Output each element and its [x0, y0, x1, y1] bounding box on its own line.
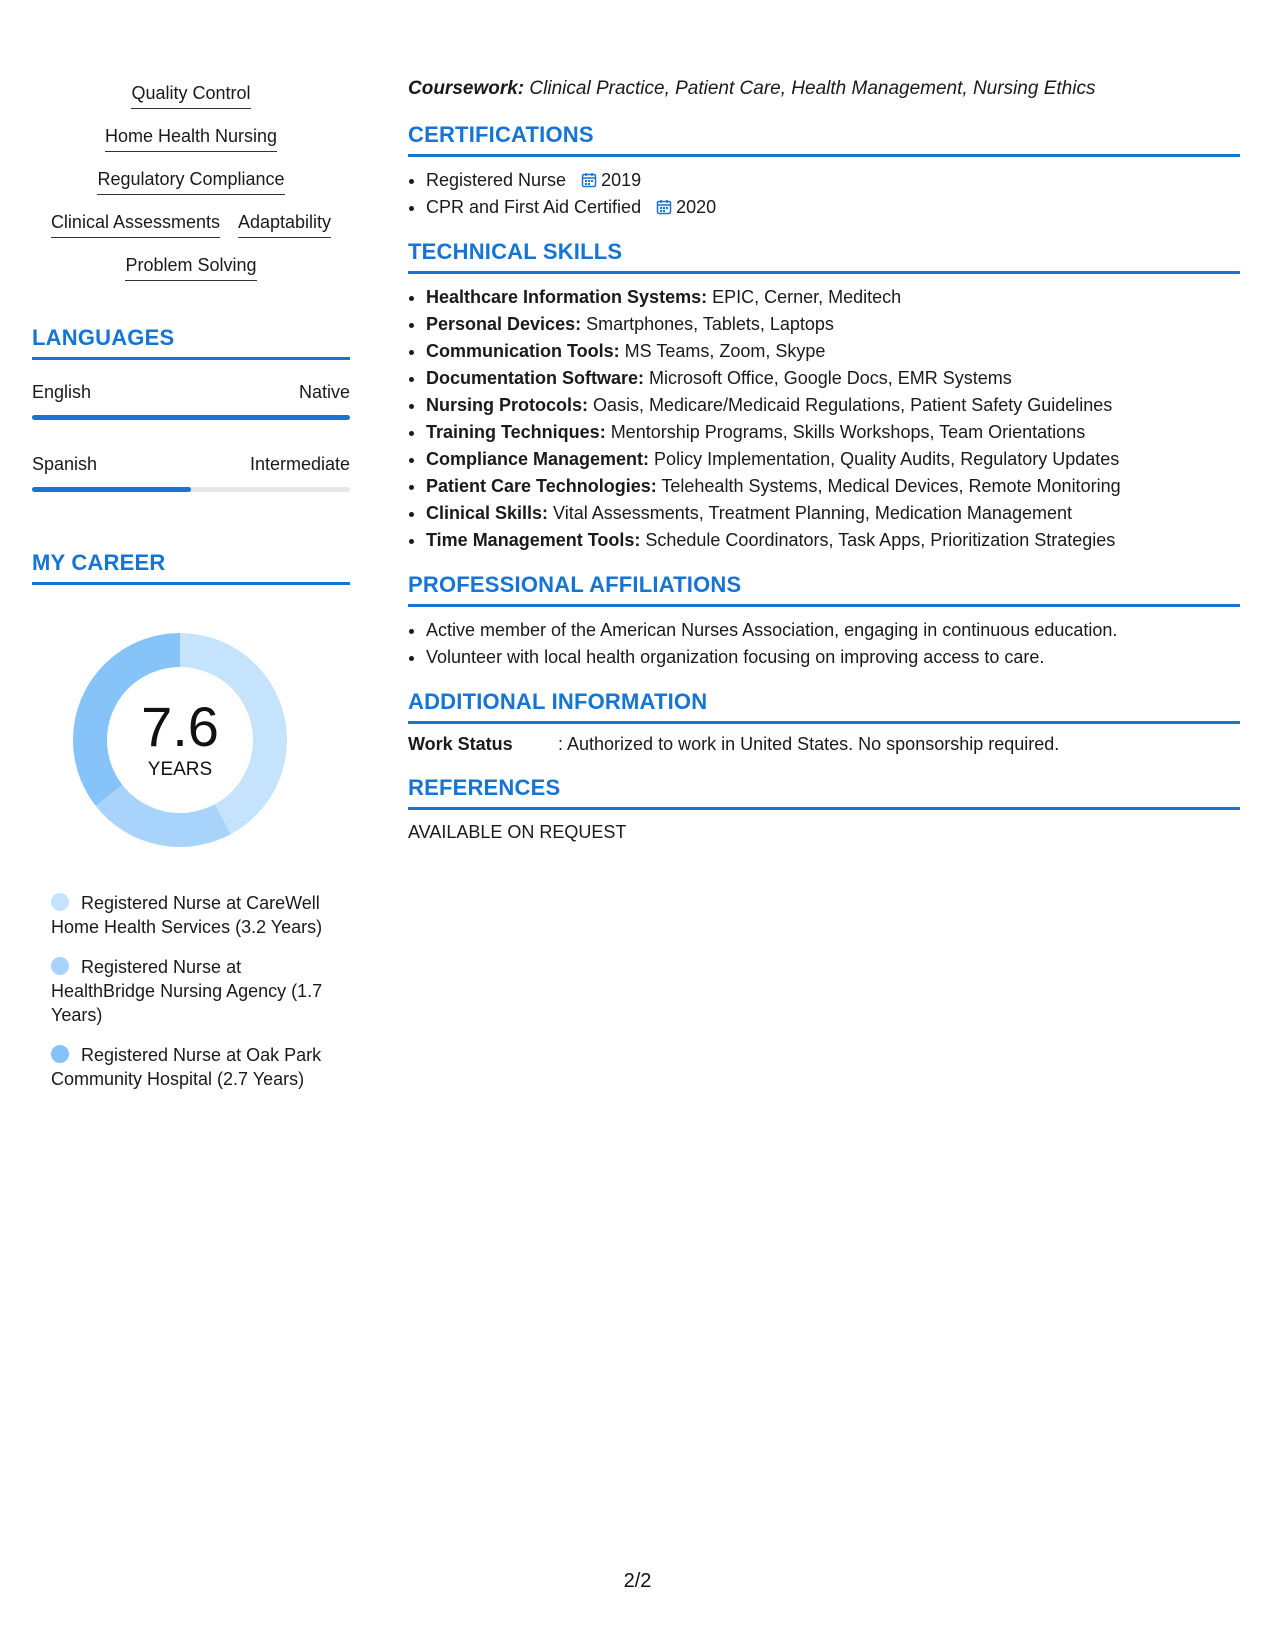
skill-value: Smartphones, Tablets, Laptops: [581, 314, 834, 334]
list-item: • Active member of the American Nurses Association, engaging in continuous education.: [426, 617, 1240, 644]
coursework-label: Coursework:: [408, 78, 525, 99]
skill-row: [32, 125, 350, 152]
affiliations-list: [408, 617, 1240, 671]
certifications-title: CERTIFICATIONS: [408, 122, 1240, 157]
work-status-row: [408, 734, 1240, 755]
career-donut: [65, 625, 295, 855]
list-item: [426, 500, 1240, 527]
calendar-icon: [581, 172, 597, 188]
language-level: Native: [298, 382, 350, 402]
list-item: [426, 473, 1240, 500]
career-title: MY CAREER: [32, 550, 350, 585]
skill-label: Time Management Tools:: [426, 530, 641, 550]
career-total: 7.6: [141, 695, 219, 758]
calendar-icon: [656, 199, 672, 215]
skill-label: Documentation Software:: [426, 368, 645, 388]
legend-label: Registered Nurse at HealthBridge Nursing Agency (1.7 Years): [51, 957, 323, 1025]
legend-dot-icon: [51, 957, 69, 975]
skills-list: [32, 82, 350, 281]
right-column: [408, 78, 1240, 843]
language-name: English: [32, 382, 92, 402]
certification-name: CPR and First Aid Certified: [426, 197, 642, 217]
skill-tag: Problem Solving: [125, 254, 256, 281]
skill-row: [32, 82, 350, 109]
skill-value: Microsoft Office, Google Docs, EMR Systems: [644, 368, 1012, 388]
affiliations-title: PROFESSIONAL AFFILIATIONS: [408, 572, 1240, 607]
technical-skills-title: TECHNICAL SKILLS: [408, 239, 1240, 274]
skill-value: Telehealth Systems, Medical Devices, Remote Monitoring: [656, 476, 1121, 496]
language-bar-fill: [32, 487, 191, 492]
skill-tag: Adaptability: [238, 211, 331, 238]
language-name: Spanish: [32, 454, 98, 474]
career-section: [32, 550, 350, 1091]
list-item: [426, 365, 1240, 392]
list-item: [426, 392, 1240, 419]
list-item: [426, 338, 1240, 365]
legend-item: [51, 1043, 331, 1091]
additional-info-title: ADDITIONAL INFORMATION: [408, 689, 1240, 724]
skill-label: Compliance Management:: [426, 449, 650, 469]
skill-label: Training Techniques:: [426, 422, 606, 442]
career-unit: YEARS: [147, 759, 213, 780]
certification-year: 2020: [676, 197, 717, 217]
skill-value: EPIC, Cerner, Meditech: [707, 287, 902, 307]
language-bar-fill: [32, 415, 350, 420]
list-item: • Volunteer with local health organization focusing on improving access to care.: [426, 644, 1240, 671]
skill-label: Communication Tools:: [426, 341, 620, 361]
skill-tag: Home Health Nursing: [105, 125, 277, 152]
certification-year: 2019: [601, 170, 642, 190]
legend-label: Registered Nurse at CareWell Home Health Services (3.2 Years): [51, 893, 323, 937]
language-item: [32, 382, 350, 420]
skill-row: [32, 168, 350, 195]
list-item: [426, 311, 1240, 338]
language-item: [32, 454, 350, 492]
coursework: [408, 78, 1240, 100]
languages-title: LANGUAGES: [32, 325, 350, 360]
skill-label: Personal Devices:: [426, 314, 582, 334]
references-title: REFERENCES: [408, 775, 1240, 810]
skill-value: Mentorship Programs, Skills Workshops, Team Orientations: [605, 422, 1086, 442]
certifications-list: [408, 167, 1240, 221]
list-item: [426, 527, 1240, 554]
left-column: [32, 82, 350, 1107]
skill-value: Schedule Coordinators, Task Apps, Prioritization Strategies: [640, 530, 1116, 550]
work-status-label: Work Status: [408, 734, 513, 754]
legend-item: [51, 955, 331, 1027]
skill-value: Oasis, Medicare/Medicaid Regulations, Patient Safety Guidelines: [588, 395, 1113, 415]
skill-tag: Quality Control: [131, 82, 250, 109]
skill-row: [32, 211, 350, 238]
list-item: [426, 419, 1240, 446]
language-level: Intermediate: [249, 454, 350, 474]
list-item: [426, 284, 1240, 311]
skill-value: MS Teams, Zoom, Skype: [619, 341, 826, 361]
skill-tag: Regulatory Compliance: [97, 168, 284, 195]
language-list: [32, 382, 350, 492]
skill-row: [32, 254, 350, 281]
references-text: AVAILABLE ON REQUEST: [408, 822, 627, 842]
legend-item: [51, 891, 331, 939]
list-item: [426, 167, 1240, 194]
certification-name: Registered Nurse: [426, 170, 567, 190]
skill-value: Policy Implementation, Quality Audits, Regulatory Updates: [649, 449, 1120, 469]
work-status-value: : Authorized to work in United States. No sponsorship required.: [558, 734, 1060, 754]
list-item: [426, 446, 1240, 473]
technical-skills-list: [408, 284, 1240, 554]
skill-tag: Clinical Assessments: [51, 211, 220, 238]
career-legend: [51, 891, 331, 1091]
legend-label: Registered Nurse at Oak Park Community Hospital (2.7 Years): [51, 1045, 322, 1089]
skill-label: Patient Care Technologies:: [426, 476, 657, 496]
skill-label: Nursing Protocols:: [426, 395, 589, 415]
languages-section: [32, 325, 350, 492]
list-item: [426, 194, 1240, 221]
page-number: 2/2: [623, 1570, 652, 1592]
skill-value: Vital Assessments, Treatment Planning, Medication Management: [548, 503, 1072, 523]
legend-dot-icon: [51, 893, 69, 911]
skill-label: Clinical Skills:: [426, 503, 549, 523]
coursework-text: Clinical Practice, Patient Care, Health Management, Nursing Ethics: [524, 78, 1096, 99]
skill-label: Healthcare Information Systems:: [426, 287, 708, 307]
language-bar: [32, 415, 350, 420]
language-bar: [32, 487, 350, 492]
legend-dot-icon: [51, 1045, 69, 1063]
